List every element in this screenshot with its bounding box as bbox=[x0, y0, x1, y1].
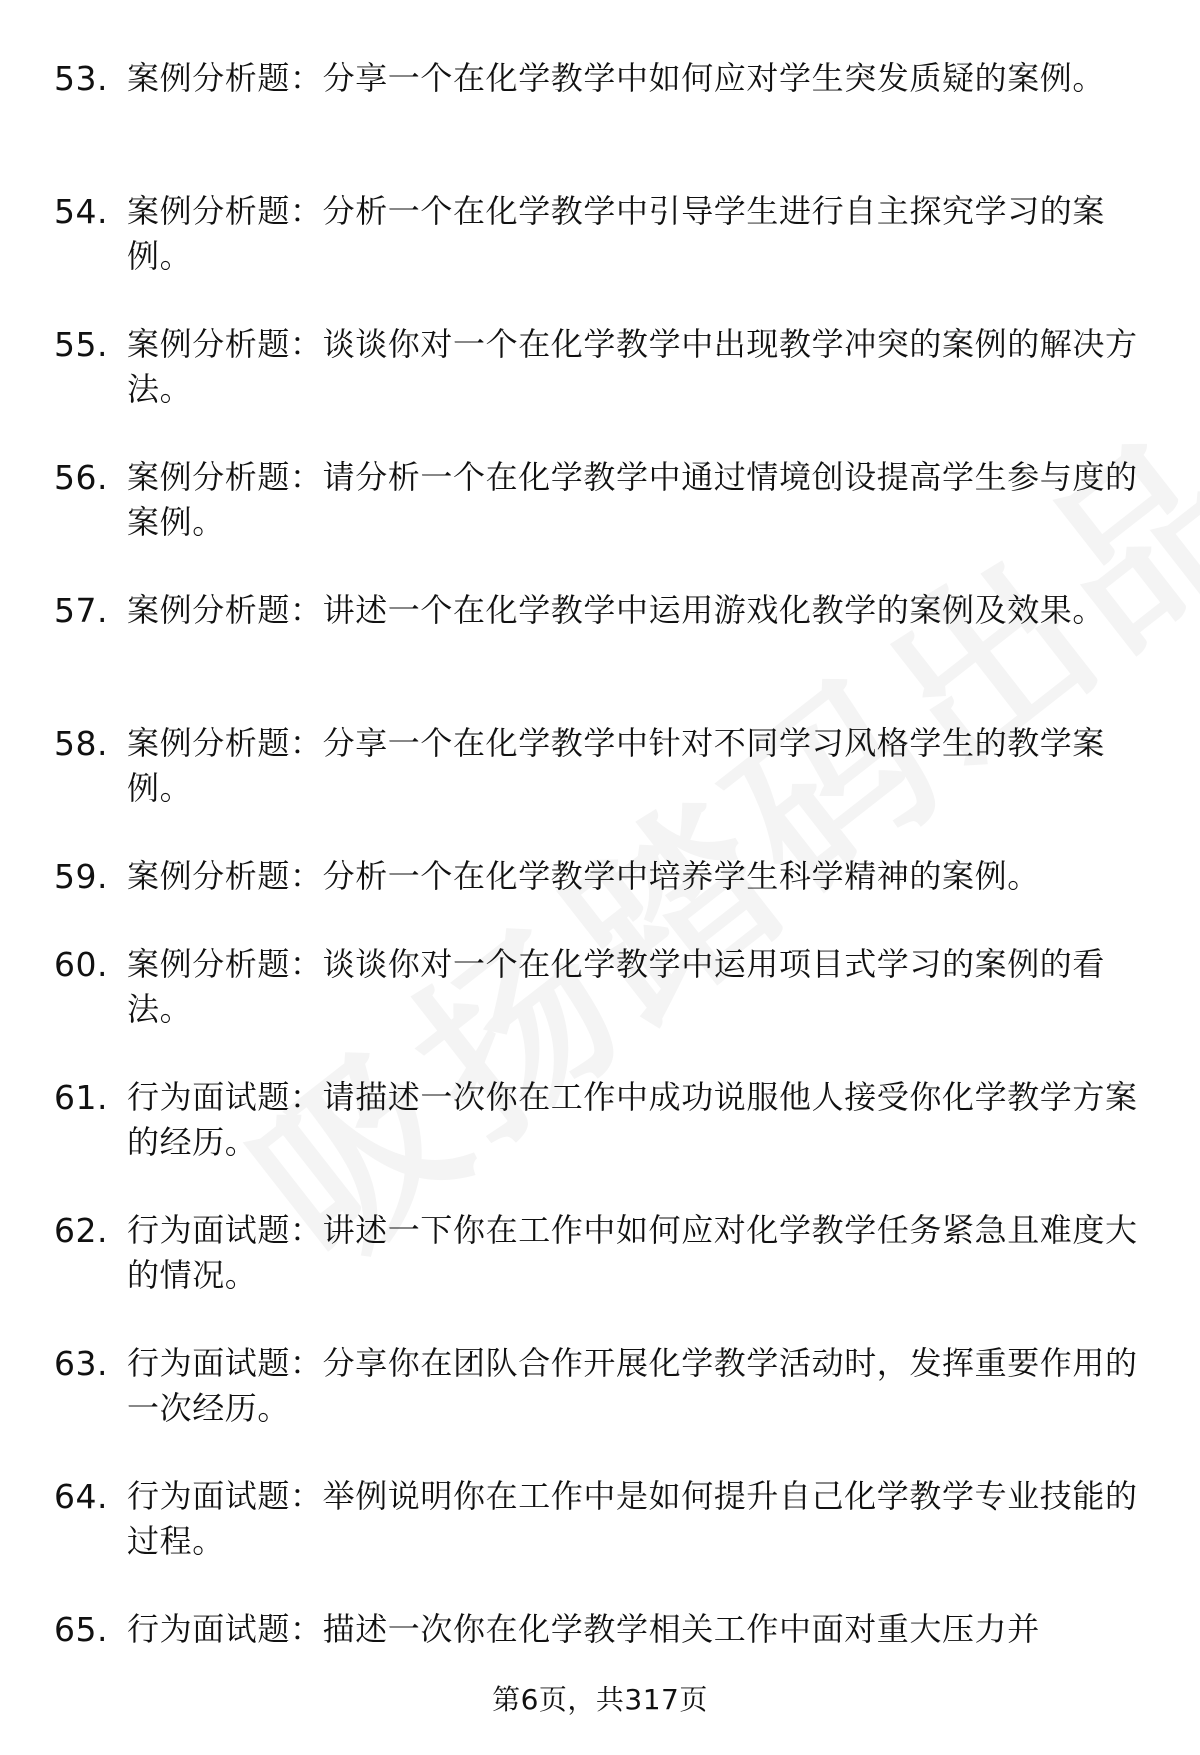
item-number: 55. bbox=[54, 325, 108, 364]
list-item bbox=[0, 56, 1200, 146]
item-number: 53. bbox=[54, 59, 108, 98]
item-text: 案例分析题：谈谈你对一个在化学教学中运用项目式学习的案例的看法。 bbox=[127, 945, 1106, 1028]
item-number: 57. bbox=[54, 591, 108, 630]
item-number: 59. bbox=[54, 857, 108, 896]
item-text: 案例分析题：分享一个在化学教学中如何应对学生突发质疑的案例。 bbox=[127, 59, 1106, 97]
list-item bbox=[0, 1474, 1200, 1564]
item-text: 案例分析题：谈谈你对一个在化学教学中出现教学冲突的案例的解决方法。 bbox=[127, 325, 1138, 408]
page-footer: 第6页，共317页 bbox=[492, 1683, 708, 1716]
item-text: 案例分析题：讲述一个在化学教学中运用游戏化教学的案例及效果。 bbox=[127, 591, 1106, 629]
item-number: 62. bbox=[54, 1211, 108, 1250]
item-number: 56. bbox=[54, 458, 108, 497]
question-list bbox=[0, 56, 1200, 1695]
item-number: 63. bbox=[54, 1344, 108, 1383]
item-number: 60. bbox=[54, 945, 108, 984]
list-item bbox=[0, 588, 1200, 678]
list-item bbox=[0, 1208, 1200, 1298]
item-text: 行为面试题：描述一次你在化学教学相关工作中面对重大压力并 bbox=[127, 1610, 1040, 1648]
list-item bbox=[0, 322, 1200, 412]
item-text: 案例分析题：请分析一个在化学教学中通过情境创设提高学生参与度的案例。 bbox=[127, 458, 1138, 541]
item-text: 案例分析题：分析一个在化学教学中培养学生科学精神的案例。 bbox=[127, 857, 1040, 895]
item-text: 案例分析题：分析一个在化学教学中引导学生进行自主探究学习的案例。 bbox=[127, 192, 1106, 275]
list-item bbox=[0, 854, 1200, 899]
item-text: 行为面试题：举例说明你在工作中是如何提升自己化学教学专业技能的过程。 bbox=[127, 1477, 1138, 1560]
item-text: 行为面试题：讲述一下你在工作中如何应对化学教学任务紧急且难度大的情况。 bbox=[127, 1211, 1138, 1294]
list-item bbox=[0, 1341, 1200, 1431]
list-item bbox=[0, 721, 1200, 811]
item-text: 行为面试题：请描述一次你在工作中成功说服他人接受你化学教学方案的经历。 bbox=[127, 1078, 1138, 1161]
item-text: 行为面试题：分享你在团队合作开展化学教学活动时，发挥重要作用的一次经历。 bbox=[127, 1344, 1138, 1427]
item-number: 64. bbox=[54, 1477, 108, 1516]
item-number: 65. bbox=[54, 1610, 108, 1649]
list-item bbox=[0, 1075, 1200, 1165]
list-item bbox=[0, 189, 1200, 279]
list-item bbox=[0, 942, 1200, 1032]
item-number: 61. bbox=[54, 1078, 108, 1117]
item-text: 案例分析题：分享一个在化学教学中针对不同学习风格学生的教学案例。 bbox=[127, 724, 1106, 807]
item-number: 54. bbox=[54, 192, 108, 231]
list-item bbox=[0, 455, 1200, 545]
item-number: 58. bbox=[54, 724, 108, 763]
list-item bbox=[0, 1607, 1200, 1652]
